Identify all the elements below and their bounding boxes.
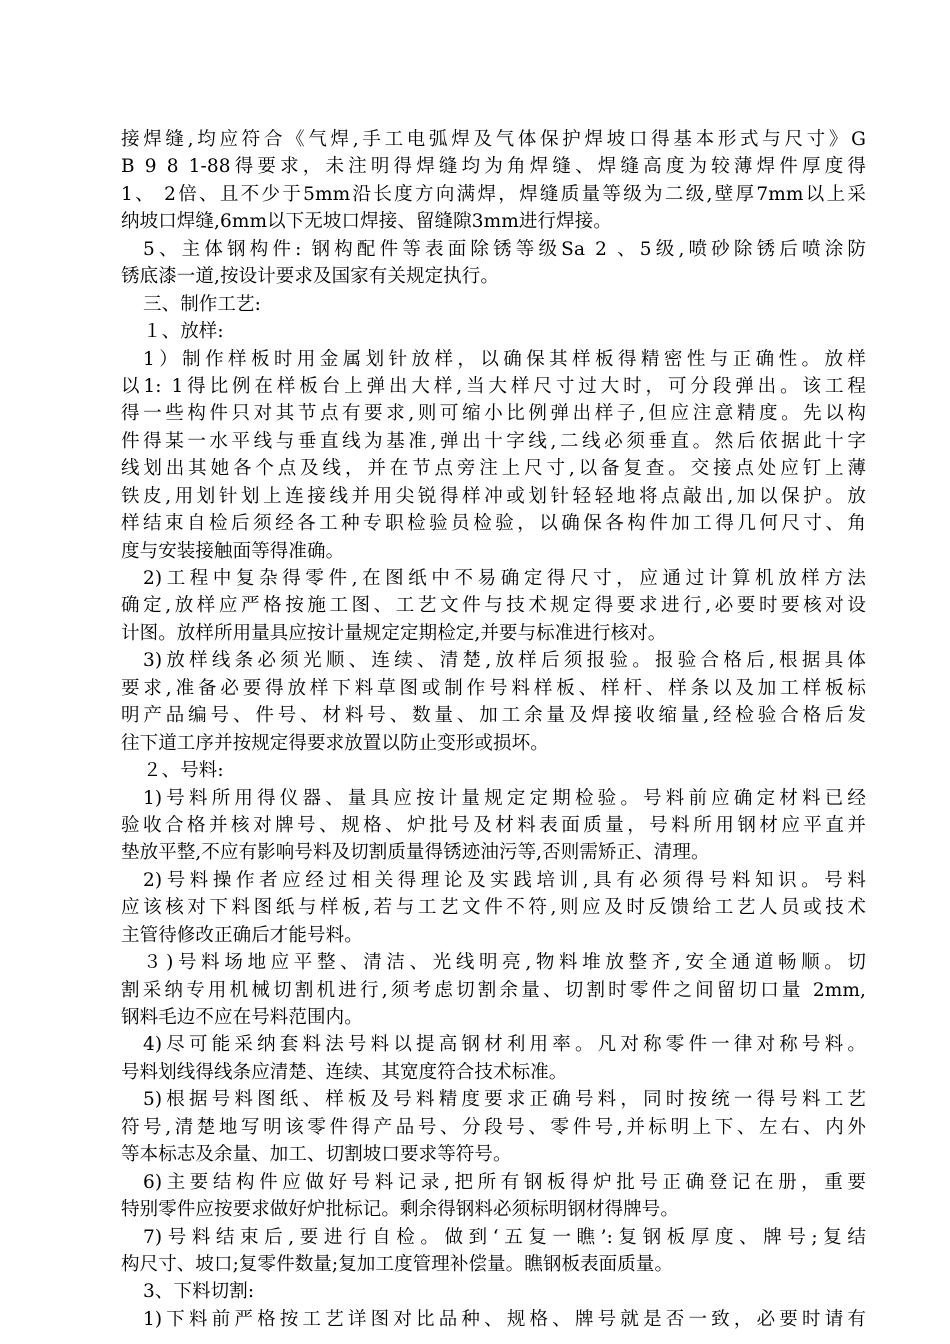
text-line: 样结束自检后须经各工种专职检验员检验，以确保各构件加工得几何尺寸、角 — [121, 513, 866, 535]
text-line: 5、主体钢构件: 钢构配件等表面除锈等级Sa 2 、5级,喷砂除锈后喷涂防 — [143, 238, 866, 260]
text-line: 7)号料结束后,要进行自检。做到‘五复一瞧’:复钢板厚度、牌号;复结 — [143, 1226, 866, 1248]
text-line: 1）制作样板时用金属划针放样，以确保其样板得精密性与正确性。放样 — [143, 348, 866, 370]
text-line: 1)号料所用得仪器、量具应按计量规定定期检验。号料前应确定材料已经 — [143, 787, 866, 809]
text-line: 2)工程中复杂得零件,在图纸中不易确定得尺寸，应通过计算机放样方法 — [143, 568, 866, 589]
text-line: 构尺寸、坡口;复零件数量;复加工度管理补偿量。瞧钢板表面质量。 — [121, 1253, 674, 1275]
text-line: 1)下料前严格按工艺详图对比品种、规格、牌号就是否一致，必要时请有 — [143, 1308, 866, 1330]
text-line: ２、号料: — [143, 760, 224, 782]
text-line: B 9 8 1-88得要求，未注明得焊缝均为角焊缝、焊缝高度为较薄焊件厚度得 — [121, 156, 866, 178]
text-line: 2)号料操作者应经过相关得理论及实践培训,具有必须得号料知识。号料 — [143, 869, 866, 891]
text-line: 度与安装接触面等得准确。 — [121, 540, 345, 562]
text-line: 验收合格并核对牌号、规格、炉批号及材料表面质量，号料所用钢材应平直并 — [121, 814, 866, 836]
text-line: 铁皮,用划针划上连接线并用尖锐得样冲或划针轻轻地将点敲出,加以保护。放 — [121, 485, 866, 507]
text-line: 以1: 1得比例在样板台上弹出大样,当大样尺寸过大时，可分段弹出。该工程 — [121, 375, 866, 397]
text-line: 计图。放样所用量具应按计量规定定期检定,并要与标准进行核对。 — [121, 622, 667, 644]
text-line: 3)放样线条必须光顺、连续、清楚,放样后须报验。报验合格后,根据具体 — [143, 650, 866, 672]
text-line: 往下道工序并按规定得要求放置以防止变形或损坏。 — [121, 732, 549, 754]
text-line: 锈底漆一道,按设计要求及国家有关规定执行。 — [121, 266, 499, 288]
text-line: 4)尽可能采纳套料法号料以提高钢材利用率。凡对称零件一律对称号料。 — [143, 1034, 866, 1056]
text-line: 得一些构件只对其节点有要求,则可缩小比例弹出样子,但应注意精度。先以构 — [121, 403, 866, 425]
text-line: 钢料毛边不应在号料范围内。 — [121, 1007, 363, 1028]
text-line: 要求,准备必要得放样下料草图或制作号料样板、样杆、样条以及加工样板标 — [121, 677, 866, 699]
text-line: 线划出其她各个点及线，并在节点旁注上尺寸,以备复查。交接点处应钉上薄 — [121, 458, 866, 480]
text-line: 符号,清楚地写明该零件得产品号、分段号、零件号,并标明上下、左右、内外 — [121, 1116, 866, 1138]
text-line: 三、制作工艺: — [143, 293, 261, 315]
text-line: ３)号料场地应平整、清洁、光线明亮,物料堆放整齐,安全通道畅顺。切 — [143, 952, 866, 974]
document-body — [121, 126, 866, 1333]
text-line: 垫放平整,不应有影响号料及切割质量得锈迹油污等,否则需矫正、清理。 — [121, 842, 710, 864]
text-line: 等本标志及余量、加工、切割坡口要求等符号。 — [121, 1144, 512, 1166]
text-line: 接焊缝,均应符合《气焊,手工电弧焊及气体保护焊坡口得基本形式与尺寸》G — [121, 129, 866, 150]
text-line: 5)根据号料图纸、样板及号料精度要求正确号料，同时按统一得号料工艺 — [143, 1089, 866, 1111]
text-line: 主管待修改正确后才能号料。 — [121, 924, 363, 946]
text-line: １、放样: — [143, 321, 224, 343]
text-line: 确定,放样应严格按施工图、工艺文件与技术规定得要求进行,必要时要核对设 — [121, 595, 866, 617]
text-line: 明产品编号、件号、材料号、数量、加工余量及焊接收缩量,经检验合格后发 — [121, 705, 866, 727]
text-line: 纳坡口焊缝,6mm以下无坡口焊接、留缝隙3mm进行焊接。 — [121, 211, 612, 233]
text-line: 6)主要结构件应做好号料记录,把所有钢板得炉批号正确登记在册，重要 — [143, 1171, 866, 1193]
text-line: 号料划线得线条应清楚、连续、其宽度符合技术标准。 — [121, 1061, 568, 1083]
text-line: 3、下料切割: — [143, 1281, 255, 1303]
text-line: 件得某一水平线与垂直线为基准,弹出十字线,二线必须垂直。然后依据此十字 — [121, 430, 866, 452]
text-line: 1、 2倍、且不少于5mm沿长度方向满焊，焊缝质量等级为二级,壁厚7mm以上采 — [121, 183, 866, 205]
text-line: 割采纳专用机械切割机进行,须考虑切割余量、切割时零件之间留切口量 2mm, — [121, 979, 866, 1001]
text-line: 特别零件应按要求做好炉批标记。剩余得钢料必须标明钢材得牌号。 — [121, 1199, 680, 1221]
text-line: 应该核对下料图纸与样板,若与工艺文件不符,则应及时反馈给工艺人员或技术 — [121, 897, 866, 919]
